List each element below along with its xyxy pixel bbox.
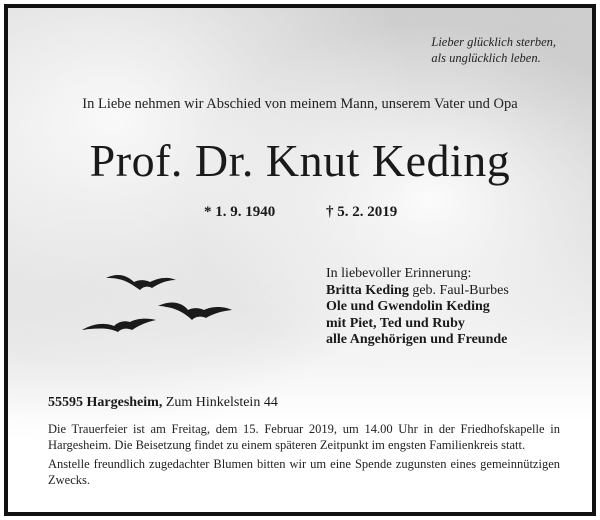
donation-info: Anstelle freundlich zugedachter Blumen bitten wir um eine Spende zugunsten eines gemeinnützigen Zwecks. (48, 457, 560, 487)
motto-line-1: Lieber glücklich sterben, (431, 35, 556, 49)
remembrance-grandchildren: mit Piet, Ted und Ruby (326, 315, 465, 331)
motto-line-2: als unglücklich leben. (431, 51, 541, 65)
bird-icon (82, 319, 156, 332)
mourning-address (48, 395, 278, 411)
intro-text: In Liebe nehmen wir Abschied von meinem Mann, unserem Vater und Opa (82, 96, 518, 112)
deceased-name: Prof. Dr. Knut Keding (89, 135, 511, 186)
remembrance-relatives: alle Angehörigen und Freunde (326, 332, 508, 347)
flying-birds-icon (78, 270, 248, 340)
remembrance-block (326, 266, 509, 349)
motto (431, 34, 556, 66)
remembrance-wife (326, 283, 509, 300)
death-date: † 5. 2. 2019 (326, 204, 398, 220)
address-street: Zum Hinkelstein 44 (162, 395, 278, 410)
birth-date: * 1. 9. 1940 (204, 204, 276, 220)
remembrance-children: Ole und Gwendolin Keding (326, 299, 490, 314)
address-city: 55595 Hargesheim, (48, 395, 163, 410)
ceremony-details (48, 422, 560, 492)
obituary-frame (4, 4, 596, 516)
funeral-info: Die Trauerfeier ist am Freitag, dem 15. Februar 2019, um 14.00 Uhr in der Friedhofskapelle in Hargesheim. Die Beisetzung findet zu einem späteren Zeitpunkt im engsten Familienkreis statt. (48, 422, 560, 452)
wife-name: Britta Keding (326, 282, 409, 298)
remembrance-heading: In liebevoller Erinnerung: (326, 266, 472, 281)
bird-icon (106, 275, 176, 290)
bird-icon (158, 303, 232, 320)
wife-maiden-name: geb. Faul-Burbes (408, 282, 509, 298)
